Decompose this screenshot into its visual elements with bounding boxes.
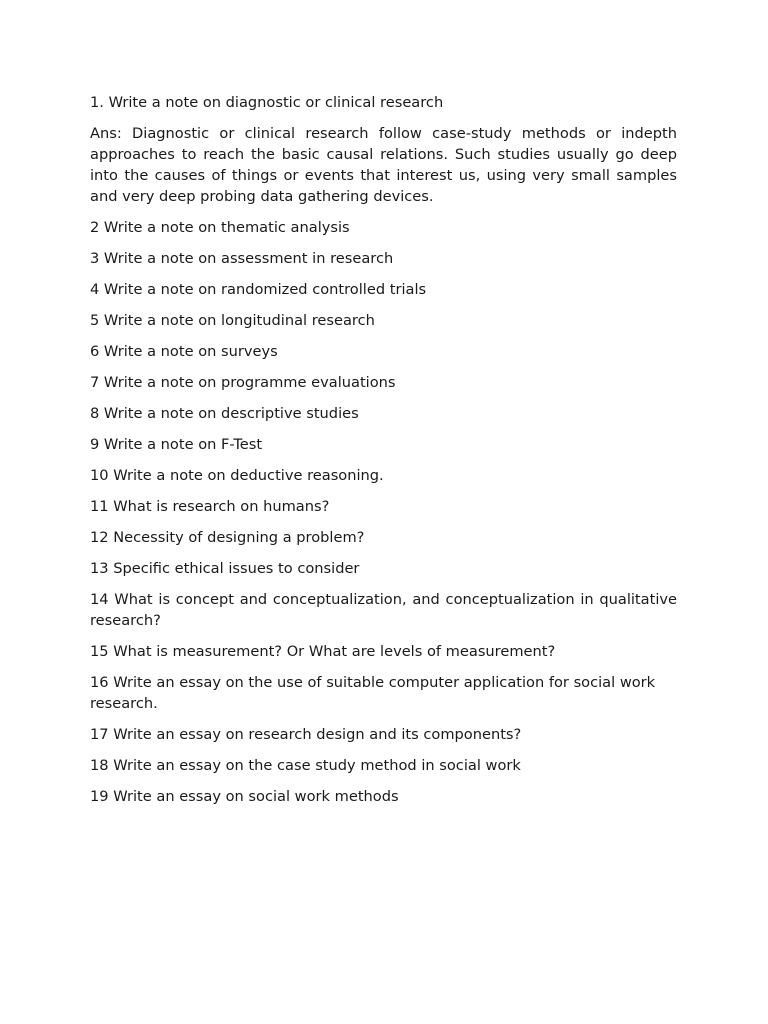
- question-1: 1. Write a note on diagnostic or clinical research: [90, 94, 444, 111]
- answer-1: Ans: Diagnostic or clinical research follow case-study methods or indepth approaches to reach the basic causal relations. Such studies usually go deep into the causes of things or events that interest us, using very small samples and very deep probing data gathering devices.: [90, 125, 677, 205]
- question-10: 10 Write a note on deductive reasoning.: [90, 467, 384, 484]
- question-16: 16 Write an essay on the use of suitable computer application for social work research.: [90, 674, 656, 712]
- question-2: 2 Write a note on thematic analysis: [90, 219, 350, 236]
- question-8: 8 Write a note on descriptive studies: [90, 405, 359, 422]
- question-17: 17 Write an essay on research design and its components?: [90, 726, 522, 743]
- question-9: 9 Write a note on F-Test: [90, 436, 263, 453]
- question-5: 5 Write a note on longitudinal research: [90, 312, 375, 329]
- question-12: 12 Necessity of designing a problem?: [90, 529, 365, 546]
- question-19: 19 Write an essay on social work methods: [90, 788, 399, 805]
- question-4: 4 Write a note on randomized controlled trials: [90, 281, 427, 298]
- question-7: 7 Write a note on programme evaluations: [90, 374, 396, 391]
- question-11: 11 What is research on humans?: [90, 498, 330, 515]
- question-18: 18 Write an essay on the case study method in social work: [90, 757, 521, 774]
- question-6: 6 Write a note on surveys: [90, 343, 278, 360]
- document-body: [90, 92, 677, 817]
- question-13: 13 Specific ethical issues to consider: [90, 560, 360, 577]
- question-15: 15 What is measurement? Or What are levels of measurement?: [90, 643, 556, 660]
- question-3: 3 Write a note on assessment in research: [90, 250, 394, 267]
- question-14: 14 What is concept and conceptualization, and conceptualization in qualitative research?: [90, 591, 677, 629]
